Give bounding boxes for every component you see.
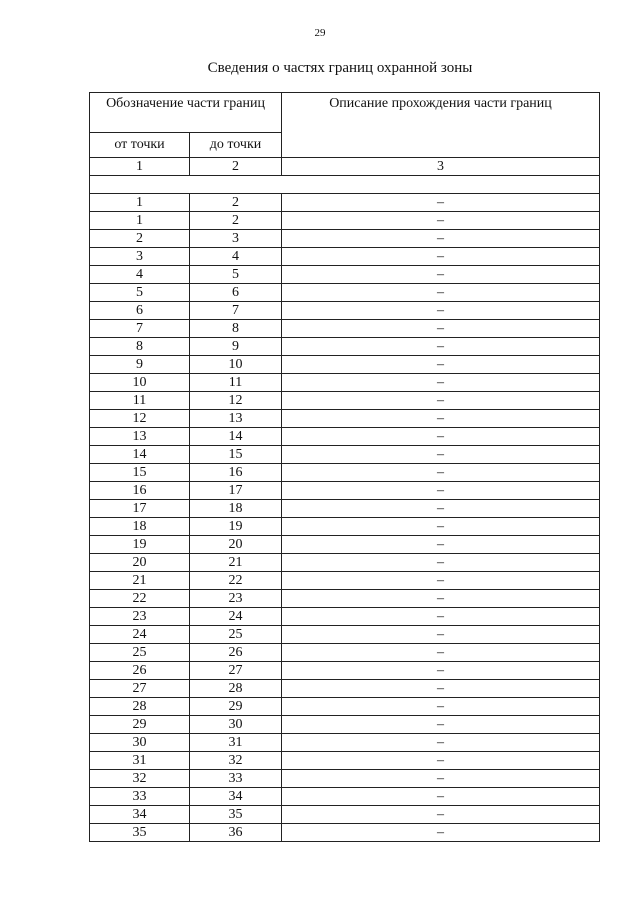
to-point-cell: 31 (190, 734, 282, 752)
to-point-cell: 12 (190, 392, 282, 410)
table-row (90, 734, 600, 752)
table-row (90, 626, 600, 644)
from-point-cell: 32 (90, 770, 190, 788)
description-cell: – (282, 284, 600, 302)
table-row (90, 428, 600, 446)
column-number-row (90, 158, 600, 176)
table-row (90, 392, 600, 410)
to-point-cell: 15 (190, 446, 282, 464)
table-row (90, 338, 600, 356)
to-point-cell: 30 (190, 716, 282, 734)
from-point-cell: 19 (90, 536, 190, 554)
table-row (90, 806, 600, 824)
description-cell: – (282, 356, 600, 374)
table-row (90, 356, 600, 374)
table-row (90, 644, 600, 662)
to-point-cell: 2 (190, 212, 282, 230)
to-point-cell: 27 (190, 662, 282, 680)
table-row (90, 554, 600, 572)
description-cell: – (282, 320, 600, 338)
from-point-cell: 1 (90, 194, 190, 212)
description-cell: – (282, 266, 600, 284)
to-point-cell: 36 (190, 824, 282, 842)
to-point-cell: 17 (190, 482, 282, 500)
description-cell: – (282, 194, 600, 212)
from-point-cell: 7 (90, 320, 190, 338)
table-header-row (90, 93, 600, 133)
to-point-cell: 25 (190, 626, 282, 644)
to-point-cell: 10 (190, 356, 282, 374)
from-point-cell: 4 (90, 266, 190, 284)
description-cell: – (282, 680, 600, 698)
table-row (90, 302, 600, 320)
description-cell: – (282, 698, 600, 716)
from-point-cell: 10 (90, 374, 190, 392)
description-cell: – (282, 410, 600, 428)
description-cell: – (282, 590, 600, 608)
to-point-cell: 8 (190, 320, 282, 338)
description-cell: – (282, 428, 600, 446)
to-point-cell: 34 (190, 788, 282, 806)
description-cell: – (282, 806, 600, 824)
boundary-parts-table (89, 92, 600, 842)
from-point-cell: 12 (90, 410, 190, 428)
to-point-cell: 11 (190, 374, 282, 392)
header-boundary-designation: Обозначение части границ (90, 93, 282, 133)
to-point-cell: 14 (190, 428, 282, 446)
table-row (90, 248, 600, 266)
header-to-point: до точки (190, 132, 282, 157)
description-cell: – (282, 554, 600, 572)
table-row (90, 752, 600, 770)
from-point-cell: 22 (90, 590, 190, 608)
description-cell: – (282, 536, 600, 554)
table-row (90, 788, 600, 806)
to-point-cell: 24 (190, 608, 282, 626)
to-point-cell: 22 (190, 572, 282, 590)
to-point-cell: 21 (190, 554, 282, 572)
description-cell: – (282, 626, 600, 644)
to-point-cell: 16 (190, 464, 282, 482)
description-cell: – (282, 716, 600, 734)
table-row (90, 572, 600, 590)
description-cell: – (282, 482, 600, 500)
description-cell: – (282, 374, 600, 392)
description-cell: – (282, 518, 600, 536)
description-cell: – (282, 446, 600, 464)
to-point-cell: 28 (190, 680, 282, 698)
from-point-cell: 18 (90, 518, 190, 536)
from-point-cell: 28 (90, 698, 190, 716)
blank-cell (90, 176, 600, 194)
to-point-cell: 29 (190, 698, 282, 716)
to-point-cell: 26 (190, 644, 282, 662)
from-point-cell: 2 (90, 230, 190, 248)
from-point-cell: 35 (90, 824, 190, 842)
description-cell: – (282, 608, 600, 626)
to-point-cell: 4 (190, 248, 282, 266)
to-point-cell: 2 (190, 194, 282, 212)
from-point-cell: 21 (90, 572, 190, 590)
to-point-cell: 3 (190, 230, 282, 248)
table-row (90, 518, 600, 536)
header-boundary-description: Описание прохождения части границ (282, 93, 600, 158)
from-point-cell: 16 (90, 482, 190, 500)
table-row (90, 194, 600, 212)
from-point-cell: 26 (90, 662, 190, 680)
table-row (90, 662, 600, 680)
to-point-cell: 5 (190, 266, 282, 284)
from-point-cell: 31 (90, 752, 190, 770)
table-row (90, 464, 600, 482)
description-cell: – (282, 824, 600, 842)
from-point-cell: 20 (90, 554, 190, 572)
table-row (90, 500, 600, 518)
description-cell: – (282, 464, 600, 482)
to-point-cell: 6 (190, 284, 282, 302)
table-row (90, 608, 600, 626)
description-cell: – (282, 788, 600, 806)
table-row (90, 446, 600, 464)
description-cell: – (282, 500, 600, 518)
table-row (90, 410, 600, 428)
header-from-point: от точки (90, 132, 190, 157)
from-point-cell: 13 (90, 428, 190, 446)
from-point-cell: 9 (90, 356, 190, 374)
from-point-cell: 34 (90, 806, 190, 824)
document-title: Сведения о частях границ охранной зоны (207, 60, 473, 76)
description-cell: – (282, 734, 600, 752)
from-point-cell: 3 (90, 248, 190, 266)
table-row (90, 374, 600, 392)
from-point-cell: 25 (90, 644, 190, 662)
from-point-cell: 17 (90, 500, 190, 518)
table-row (90, 770, 600, 788)
table-row (90, 266, 600, 284)
to-point-cell: 32 (190, 752, 282, 770)
from-point-cell: 30 (90, 734, 190, 752)
from-point-cell: 33 (90, 788, 190, 806)
description-cell: – (282, 572, 600, 590)
from-point-cell: 5 (90, 284, 190, 302)
from-point-cell: 15 (90, 464, 190, 482)
description-cell: – (282, 248, 600, 266)
table-row (90, 320, 600, 338)
from-point-cell: 24 (90, 626, 190, 644)
description-cell: – (282, 212, 600, 230)
table-row (90, 716, 600, 734)
from-point-cell: 11 (90, 392, 190, 410)
table-row (90, 284, 600, 302)
description-cell: – (282, 338, 600, 356)
table-body (90, 194, 600, 842)
table-row (90, 212, 600, 230)
to-point-cell: 19 (190, 518, 282, 536)
description-cell: – (282, 392, 600, 410)
blank-row (90, 176, 600, 194)
from-point-cell: 29 (90, 716, 190, 734)
table-row (90, 698, 600, 716)
to-point-cell: 35 (190, 806, 282, 824)
column-number: 2 (190, 158, 282, 176)
column-number: 3 (282, 158, 600, 176)
table-row (90, 590, 600, 608)
from-point-cell: 1 (90, 212, 190, 230)
to-point-cell: 7 (190, 302, 282, 320)
page-number: 29 (314, 27, 326, 39)
to-point-cell: 13 (190, 410, 282, 428)
to-point-cell: 9 (190, 338, 282, 356)
to-point-cell: 23 (190, 590, 282, 608)
from-point-cell: 8 (90, 338, 190, 356)
from-point-cell: 27 (90, 680, 190, 698)
table-row (90, 230, 600, 248)
from-point-cell: 6 (90, 302, 190, 320)
to-point-cell: 20 (190, 536, 282, 554)
description-cell: – (282, 302, 600, 320)
column-number: 1 (90, 158, 190, 176)
description-cell: – (282, 644, 600, 662)
from-point-cell: 14 (90, 446, 190, 464)
to-point-cell: 18 (190, 500, 282, 518)
table-row (90, 680, 600, 698)
description-cell: – (282, 770, 600, 788)
description-cell: – (282, 662, 600, 680)
description-cell: – (282, 752, 600, 770)
table-row (90, 824, 600, 842)
table-row (90, 482, 600, 500)
description-cell: – (282, 230, 600, 248)
to-point-cell: 33 (190, 770, 282, 788)
table-row (90, 536, 600, 554)
from-point-cell: 23 (90, 608, 190, 626)
